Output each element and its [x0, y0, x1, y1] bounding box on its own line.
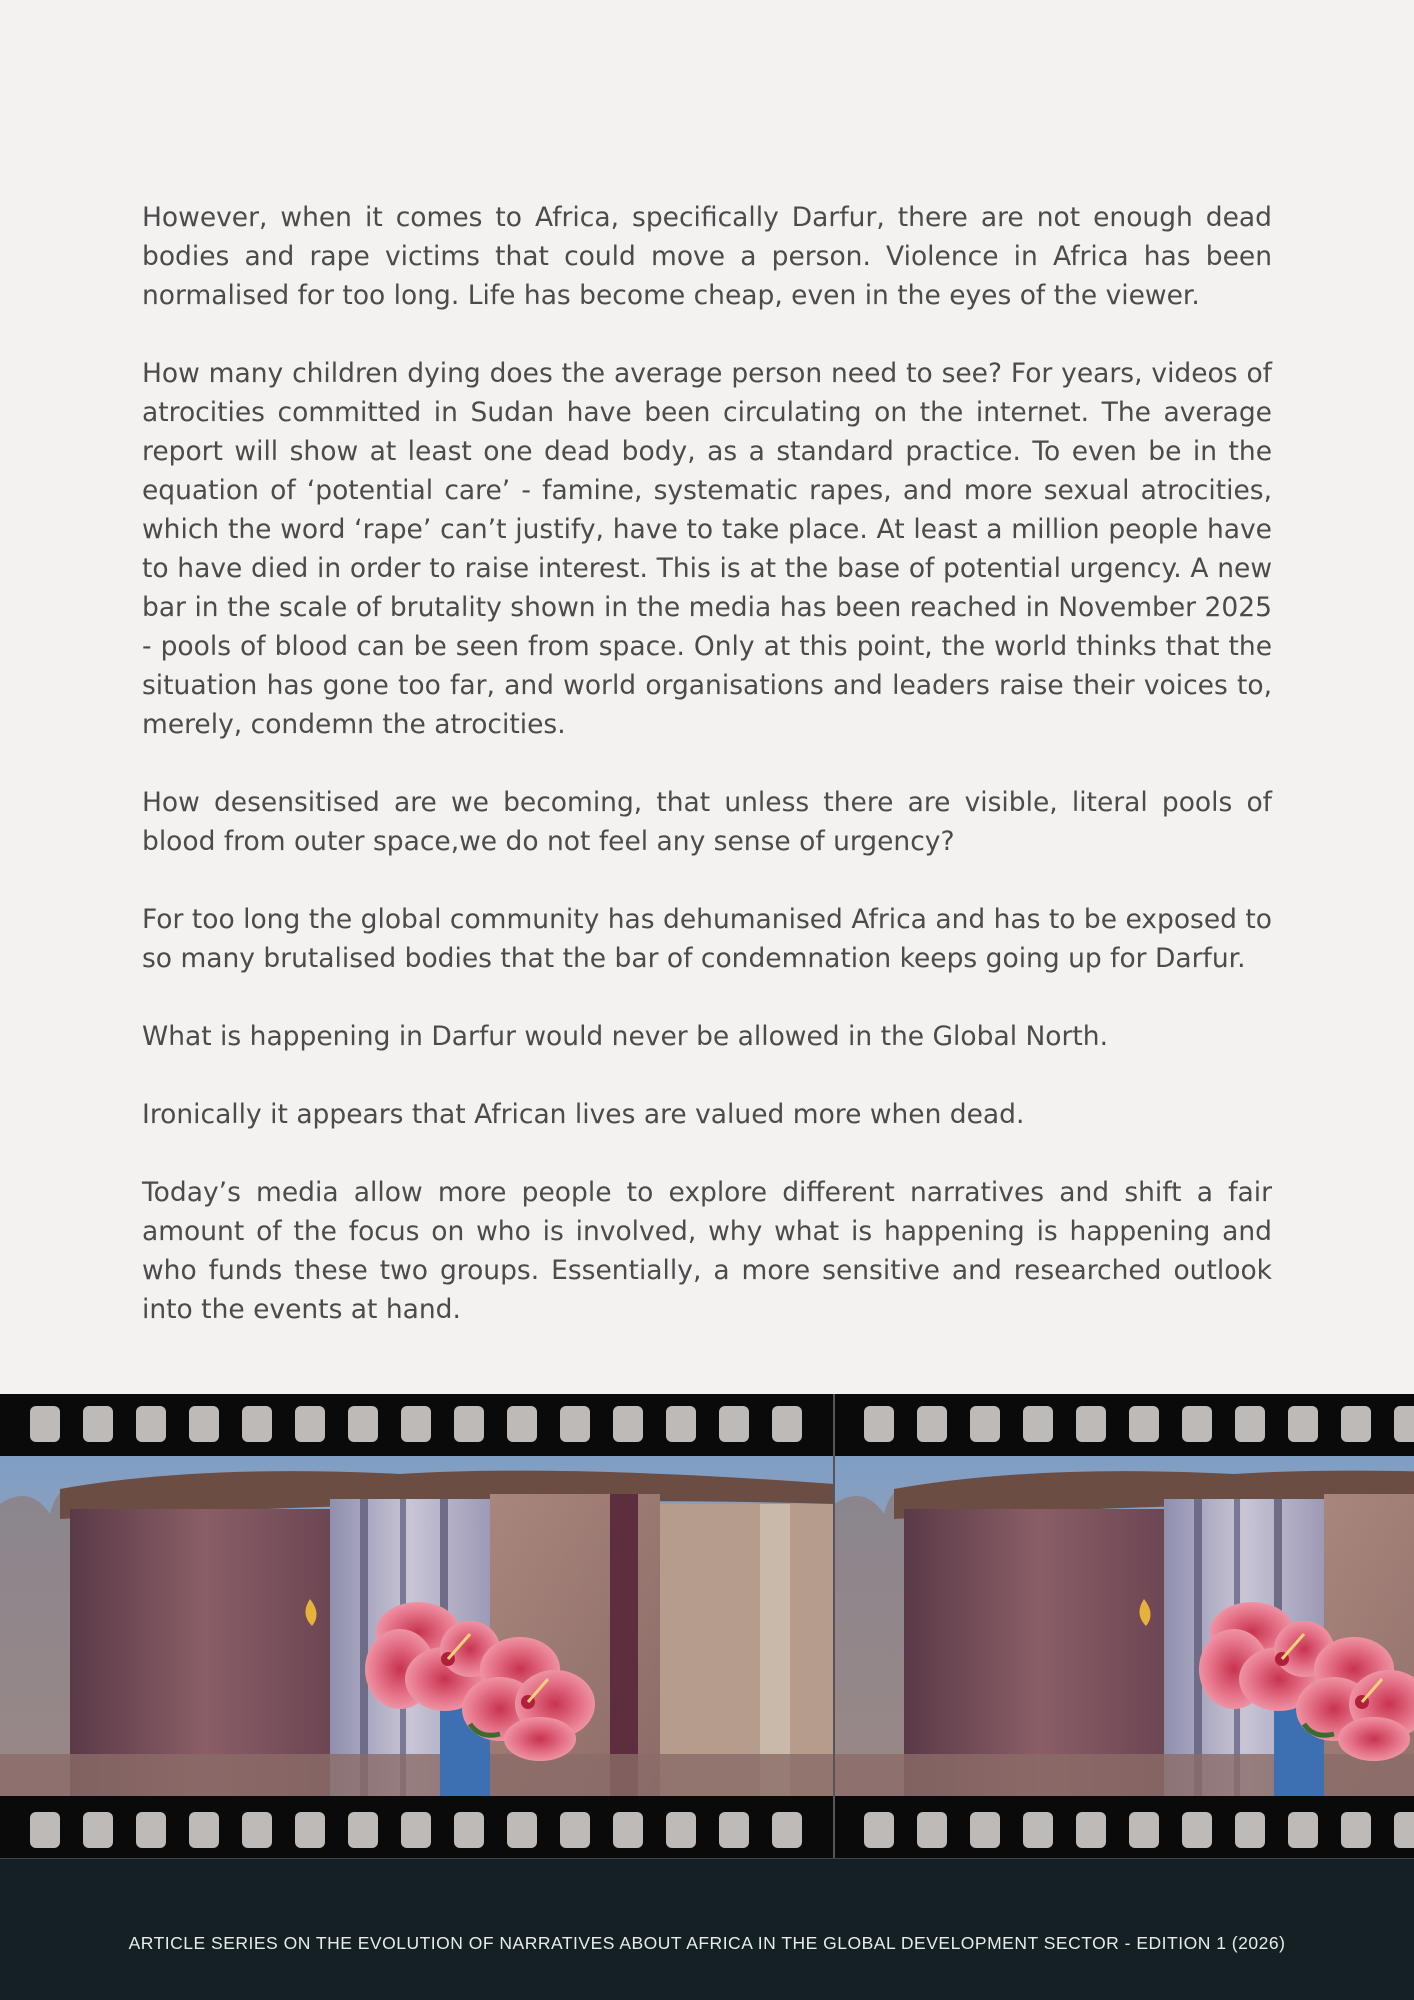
- paragraph: How desensitised are we becoming, that unless there are visible, literal pools of blood from outer space,we do not feel any sense of urgency?: [142, 787, 1272, 857]
- footer: [0, 1858, 1414, 2000]
- article-body: [142, 198, 1272, 1368]
- paragraph: Ironically it appears that African lives are valued more when dead.: [142, 1099, 1025, 1130]
- paragraph: How many children dying does the average person need to see? For years, videos of atrocities committed in Sudan have been circulating on the internet. The average report will show at least one dead body, as a standard practice. To even be in the equation of ‘potential care’ - famine, systematic rapes, and more sexual atrocities, which the word ‘rape’ can’t justify, have to take place. At least a million people have to have died in order to raise interest. This is at the base of potential urgency. A new bar in the scale of brutality shown in the media has been reached in November 2025 - pools of blood can be seen from space. Only at this point, the world thinks that the situation has gone too far, and world organisations and leaders raise their voices to, merely, condemn the atrocities.: [142, 358, 1272, 740]
- paragraph: Today’s media allow more people to explore different narratives and shift a fair amount of the focus on who is involved, why what is happening is happening and who funds these two groups. Essentially, a more sensitive and researched outlook into the events at hand.: [142, 1177, 1272, 1325]
- footer-series-text: ARTICLE SERIES ON THE EVOLUTION OF NARRATIVES ABOUT AFRICA IN THE GLOBAL DEVELOPMENT SECTOR - EDITION 1 (2026): [128, 1933, 1286, 1953]
- paragraph: For too long the global community has dehumanised Africa and has to be exposed to so many brutalised bodies that the bar of condemnation keeps going up for Darfur.: [142, 904, 1272, 974]
- paragraph: However, when it comes to Africa, specifically Darfur, there are not enough dead bodies and rape victims that could move a person. Violence in Africa has been normalised for too long. Life has become cheap, even in the eyes of the viewer.: [142, 202, 1272, 311]
- film-strip-image: [0, 1394, 1414, 1858]
- paragraph: What is happening in Darfur would never be allowed in the Global North.: [142, 1021, 1109, 1052]
